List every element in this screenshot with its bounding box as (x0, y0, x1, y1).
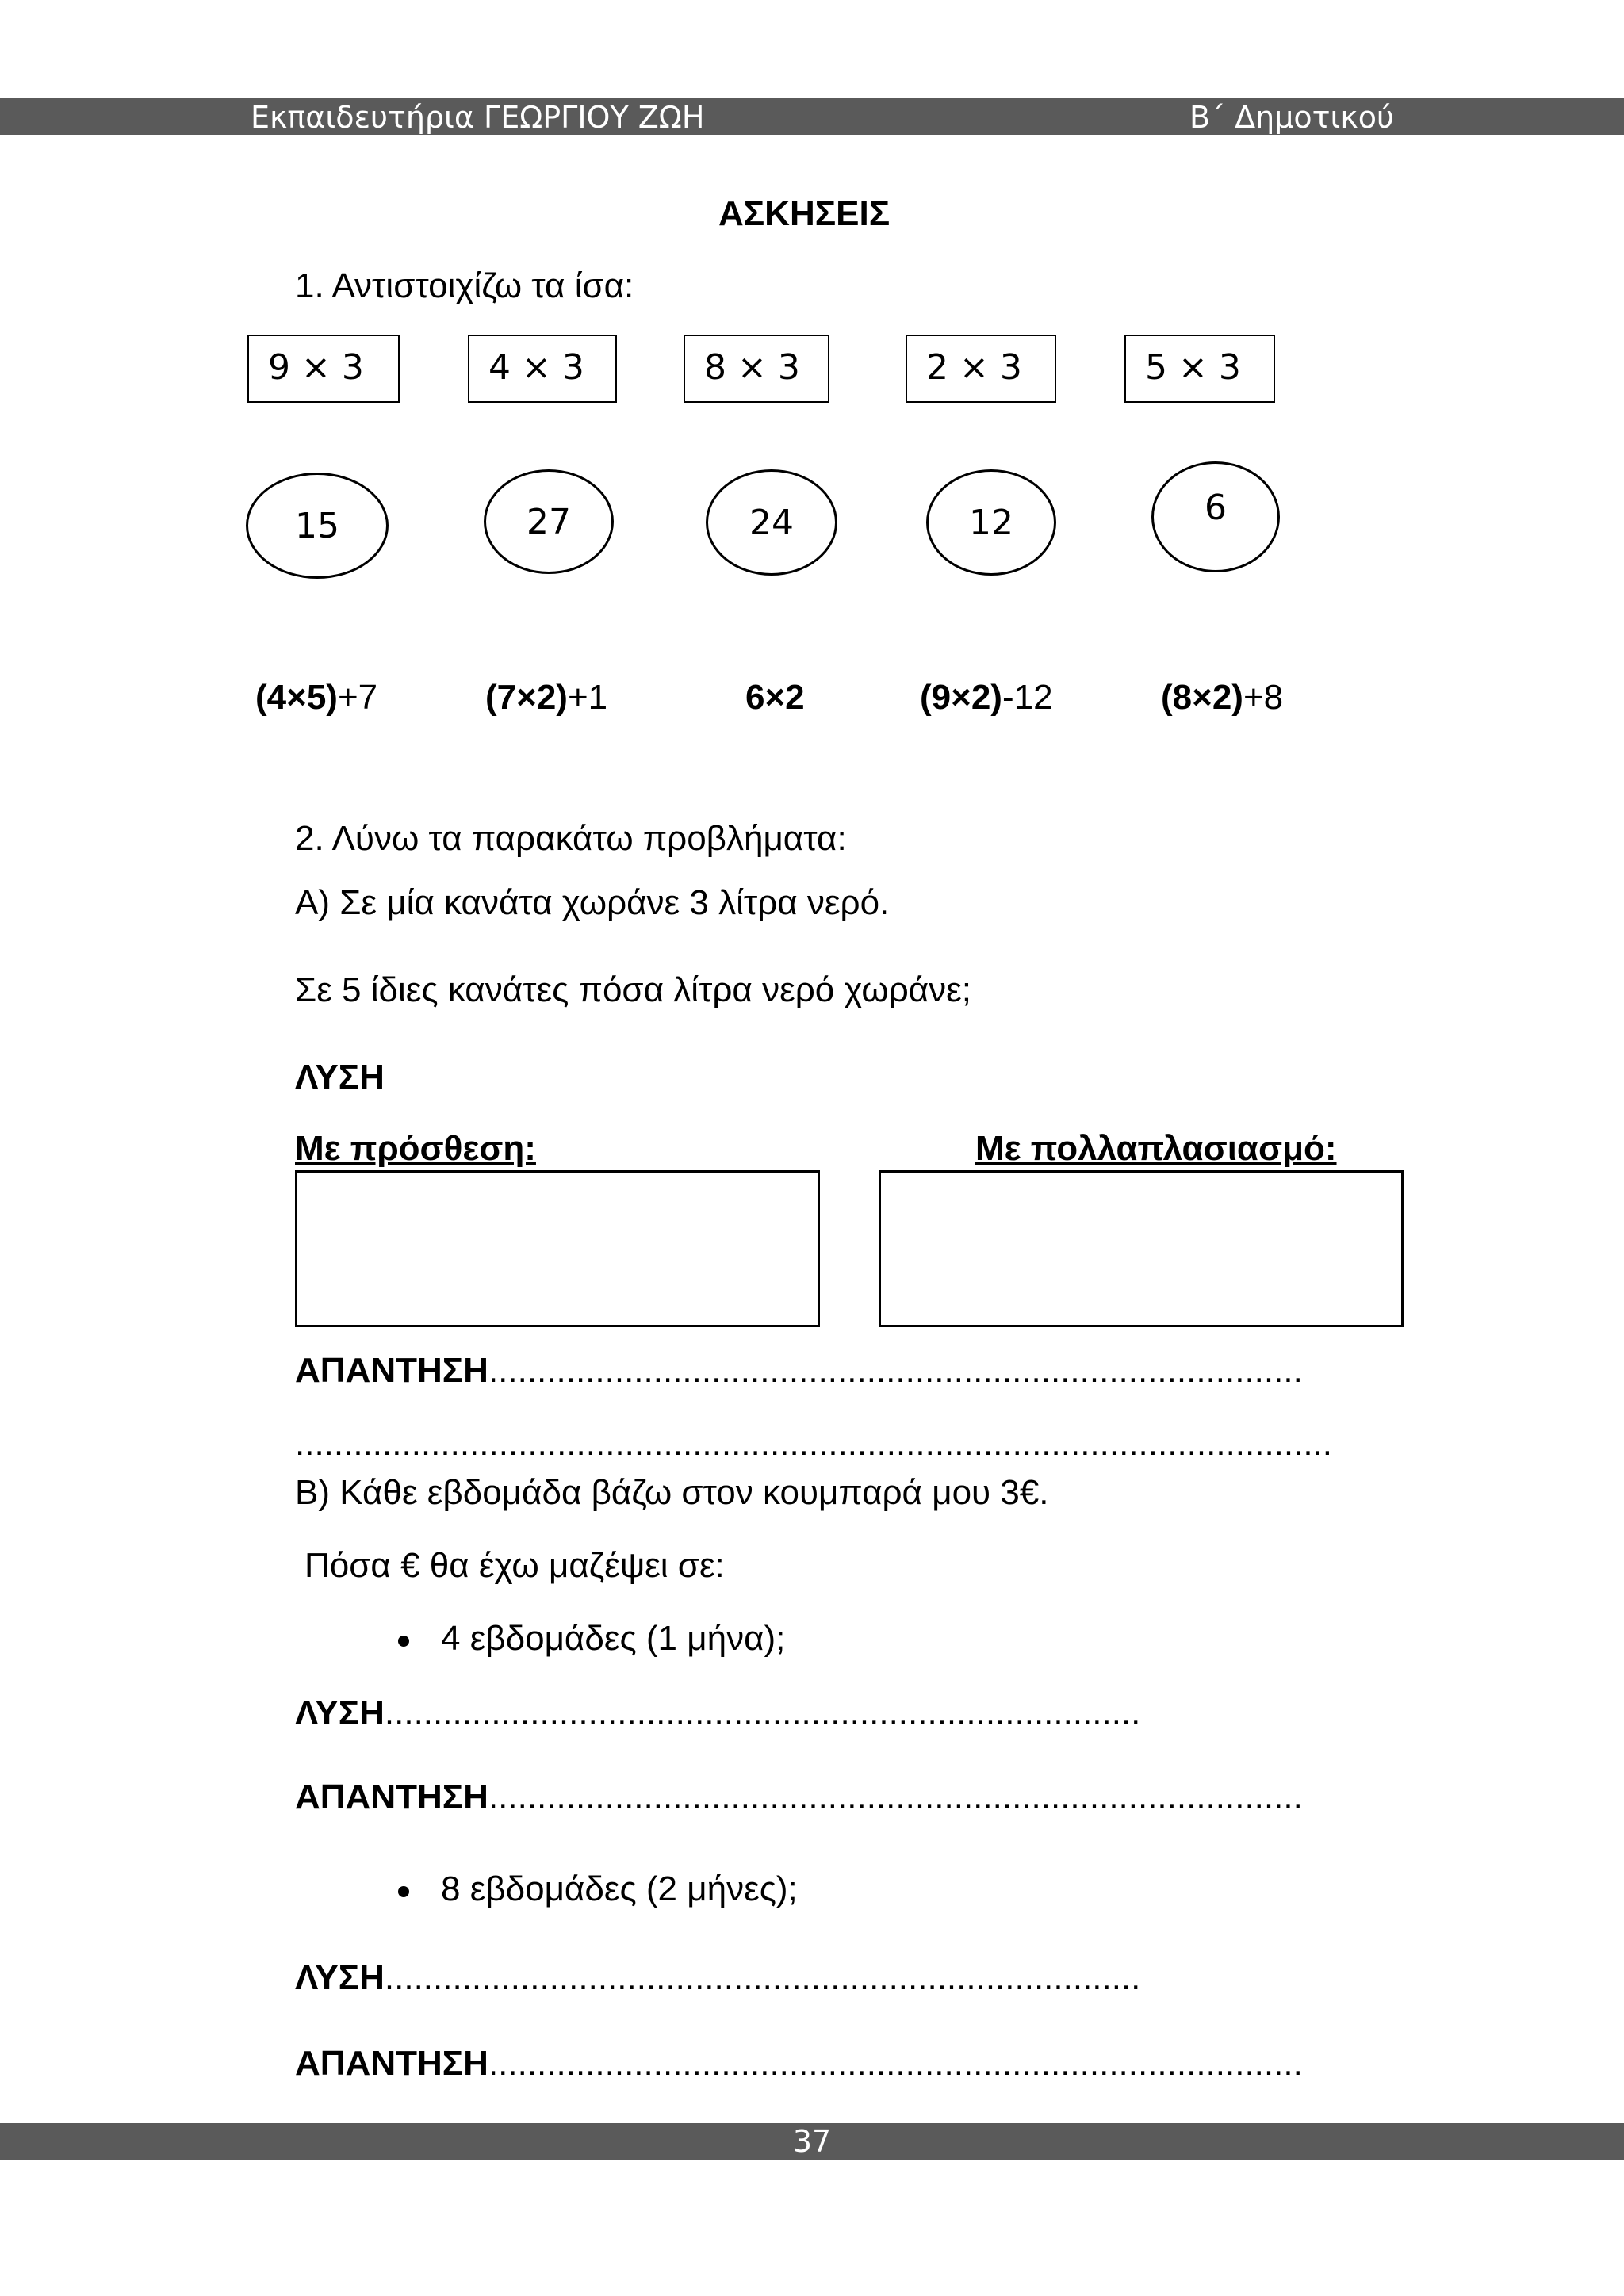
number-oval[interactable]: 6 (1151, 461, 1280, 572)
problem-b-text: Β) Κάθε εβδομάδα βάζω στον κουμπαρά μου 3€. (295, 1473, 1049, 1512)
multiplication-box[interactable]: 5 × 3 (1124, 335, 1275, 403)
multiplication-box[interactable]: 8 × 3 (684, 335, 829, 403)
answer-continuation-line[interactable]: ........................................................................................................... (295, 1424, 1333, 1463)
header-grade: Β΄ Δημοτικού (1189, 100, 1395, 135)
sum-expression[interactable]: (9×2)-12 (920, 678, 1053, 717)
addition-answer-box[interactable] (295, 1170, 820, 1327)
bullet-item: 8 εβδομάδες (2 μήνες); (441, 1869, 798, 1908)
sum-expression[interactable]: 6×2 (745, 678, 805, 717)
answer-line[interactable]: ΑΠΑΝΤΗΣΗ.................................................................................... (295, 1777, 1303, 1816)
problem-a-question: Σε 5 ίδιες κανάτες πόσα λίτρα νερό χωράνε; (295, 970, 971, 1009)
sum-expression[interactable]: (7×2)+1 (485, 678, 608, 717)
number-oval[interactable]: 12 (926, 469, 1056, 576)
problem-a-text: Α) Σε μία κανάτα χωράνε 3 λίτρα νερό. (295, 883, 890, 922)
answer-line[interactable]: ΑΠΑΝΤΗΣΗ.................................................................................... (295, 1351, 1303, 1390)
page-number: 37 (792, 2124, 832, 2159)
problem-b-question: Πόσα € θα έχω μαζέψει σε: (304, 1546, 725, 1585)
addition-label: Με πρόσθεση: (295, 1129, 536, 1168)
sum-expression[interactable]: (4×5)+7 (255, 678, 378, 717)
number-oval[interactable]: 24 (706, 469, 837, 576)
multiplication-box[interactable]: 4 × 3 (468, 335, 617, 403)
solution-label: ΛΥΣΗ (295, 1058, 385, 1096)
solution-line[interactable]: ΛΥΣΗ.............................................................................. (295, 1693, 1141, 1732)
exercise2-heading: 2. Λύνω τα παρακάτω προβλήματα: (295, 819, 847, 858)
multiplication-box[interactable]: 2 × 3 (906, 335, 1056, 403)
multiplication-box[interactable]: 9 × 3 (247, 335, 400, 403)
page-title: ΑΣΚΗΣΕΙΣ (718, 194, 891, 233)
bullet-item: 4 εβδομάδες (1 μήνα); (441, 1619, 786, 1658)
answer-line[interactable]: ΑΠΑΝΤΗΣΗ.................................................................................... (295, 2044, 1303, 2083)
solution-line[interactable]: ΛΥΣΗ.............................................................................. (295, 1958, 1141, 1997)
multiplication-answer-box[interactable] (879, 1170, 1404, 1327)
exercise1-heading: 1. Αντιστοιχίζω τα ίσα: (295, 266, 634, 305)
bullet-icon (398, 1886, 409, 1897)
number-oval[interactable]: 27 (484, 469, 614, 574)
multiplication-label: Με πολλαπλασιασμό: (975, 1129, 1337, 1168)
header-school-name: Εκπαιδευτήρια ΓΕΩΡΓΙΟΥ ΖΩΗ (251, 100, 705, 135)
sum-expression[interactable]: (8×2)+8 (1161, 678, 1284, 717)
bullet-icon (398, 1636, 409, 1647)
number-oval[interactable]: 15 (246, 473, 389, 579)
